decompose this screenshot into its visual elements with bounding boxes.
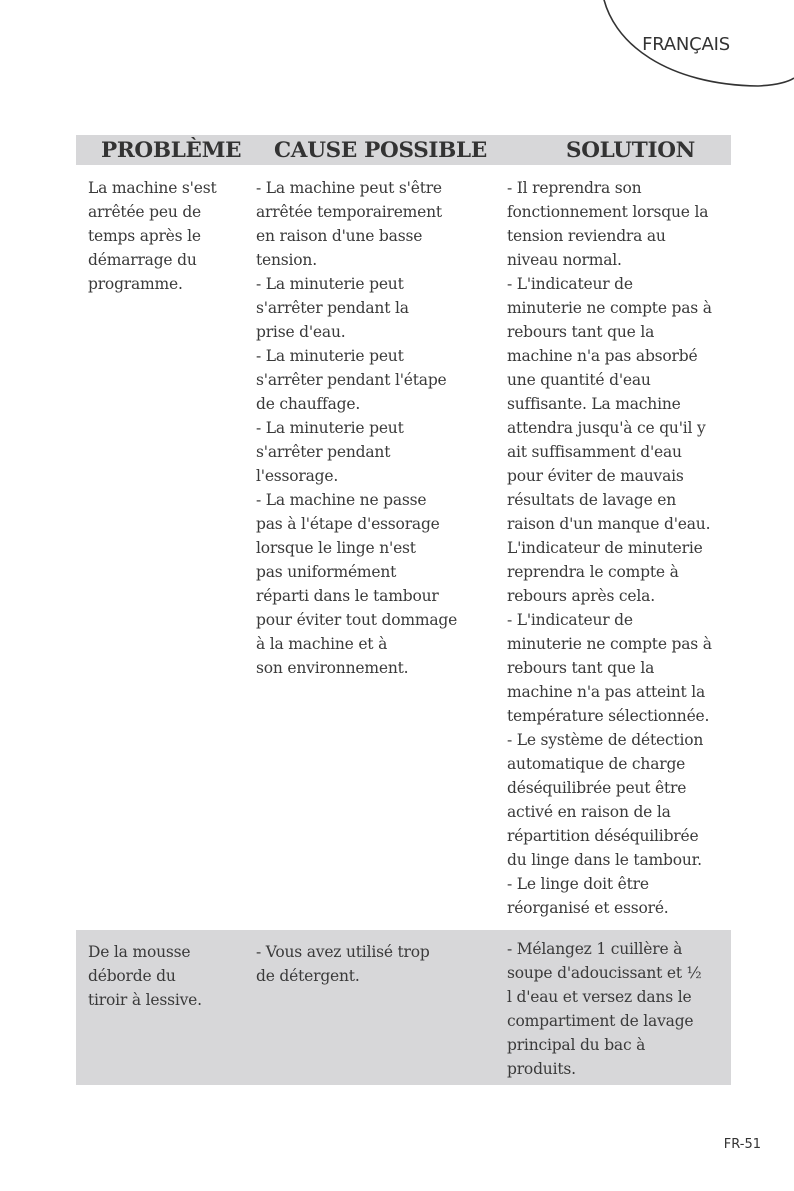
text-line: pas à l'étape d'essorage [256, 515, 440, 533]
problem-cell [76, 176, 254, 920]
text-line: - Le système de détection [507, 731, 704, 749]
text-line: tiroir à lessive. [88, 991, 202, 1009]
text-line: soupe d'adoucissant et ½ [507, 964, 702, 982]
header-problem: PROBLÈME [101, 137, 242, 163]
text-line: arrêtée temporairement [256, 203, 442, 221]
text-line: déséquilibrée peut être [507, 779, 687, 797]
text-line: - La minuterie peut [256, 275, 404, 293]
text-line: - La machine peut s'être [256, 179, 442, 197]
text-line: démarrage du [88, 251, 197, 269]
problem-cell [76, 937, 254, 1081]
text-line: temps après le [88, 227, 201, 245]
text-line: lorsque le linge n'est [256, 539, 416, 557]
text-line: - La machine ne passe [256, 491, 427, 509]
text-line: résultats de lavage en [507, 491, 677, 509]
troubleshooting-table [76, 135, 731, 1085]
text-line: - Le linge doit être [507, 875, 649, 893]
cause-cell [254, 937, 507, 1081]
text-line: raison d'un manque d'eau. [507, 515, 711, 533]
text-line: - La minuterie peut [256, 347, 404, 365]
text-line: reprendra le compte à [507, 563, 679, 581]
table-header [76, 135, 731, 165]
table-row [76, 165, 731, 930]
text-line: pas uniformément [256, 563, 397, 581]
solution-cell [507, 937, 731, 1081]
cause-cell [254, 176, 507, 920]
text-line: tension. [256, 251, 317, 269]
header-solution: SOLUTION [566, 137, 695, 163]
text-line: - Vous avez utilisé trop [256, 943, 430, 961]
text-line: prise d'eau. [256, 323, 346, 341]
text-line: de détergent. [256, 967, 360, 985]
text-line: réparti dans le tambour [256, 587, 439, 605]
table-row [76, 930, 731, 1085]
text-line: suffisante. La machine [507, 395, 681, 413]
text-line: arrêtée peu de [88, 203, 202, 221]
text-line: produits. [507, 1060, 576, 1078]
text-line: fonctionnement lorsque la [507, 203, 709, 221]
text-line: s'arrêter pendant la [256, 299, 409, 317]
text-line: programme. [88, 275, 183, 293]
text-line: attendra jusqu'à ce qu'il y [507, 419, 706, 437]
text-line: - Il reprendra son [507, 179, 642, 197]
text-line: niveau normal. [507, 251, 622, 269]
text-line: - L'indicateur de [507, 611, 633, 629]
header-cause: CAUSE POSSIBLE [274, 137, 487, 163]
text-line: compartiment de lavage [507, 1012, 694, 1030]
text-line: en raison d'une basse [256, 227, 423, 245]
text-line: machine n'a pas atteint la [507, 683, 706, 701]
text-line: température sélectionnée. [507, 707, 710, 725]
text-line: répartition déséquilibrée [507, 827, 699, 845]
text-line: L'indicateur de minuterie [507, 539, 703, 557]
text-line: tension reviendra au [507, 227, 666, 245]
text-line: s'arrêter pendant [256, 443, 391, 461]
text-line: déborde du [88, 967, 176, 985]
text-line: à la machine et à [256, 635, 388, 653]
text-line: son environnement. [256, 659, 409, 677]
text-line: l d'eau et versez dans le [507, 988, 692, 1006]
text-line: principal du bac à [507, 1036, 646, 1054]
text-line: ait suffisamment d'eau [507, 443, 682, 461]
text-line: l'essorage. [256, 467, 339, 485]
language-label: FRANÇAIS [642, 34, 730, 55]
text-line: - Mélangez 1 cuillère à [507, 940, 683, 958]
text-line: pour éviter tout dommage [256, 611, 458, 629]
page-number: FR-51 [723, 1137, 761, 1152]
text-line: De la mousse [88, 943, 191, 961]
text-line: rebours tant que la [507, 659, 655, 677]
text-line: du linge dans le tambour. [507, 851, 702, 869]
text-line: - L'indicateur de [507, 275, 633, 293]
text-line: La machine s'est [88, 179, 217, 197]
text-line: minuterie ne compte pas à [507, 635, 712, 653]
text-line: s'arrêter pendant l'étape [256, 371, 447, 389]
solution-cell [507, 176, 731, 920]
text-line: automatique de charge [507, 755, 686, 773]
text-line: une quantité d'eau [507, 371, 651, 389]
text-line: pour éviter de mauvais [507, 467, 684, 485]
text-line: rebours après cela. [507, 587, 655, 605]
text-line: de chauffage. [256, 395, 361, 413]
text-line: machine n'a pas absorbé [507, 347, 698, 365]
text-line: minuterie ne compte pas à [507, 299, 712, 317]
text-line: - La minuterie peut [256, 419, 404, 437]
text-line: rebours tant que la [507, 323, 655, 341]
text-line: réorganisé et essoré. [507, 899, 669, 917]
text-line: activé en raison de la [507, 803, 671, 821]
